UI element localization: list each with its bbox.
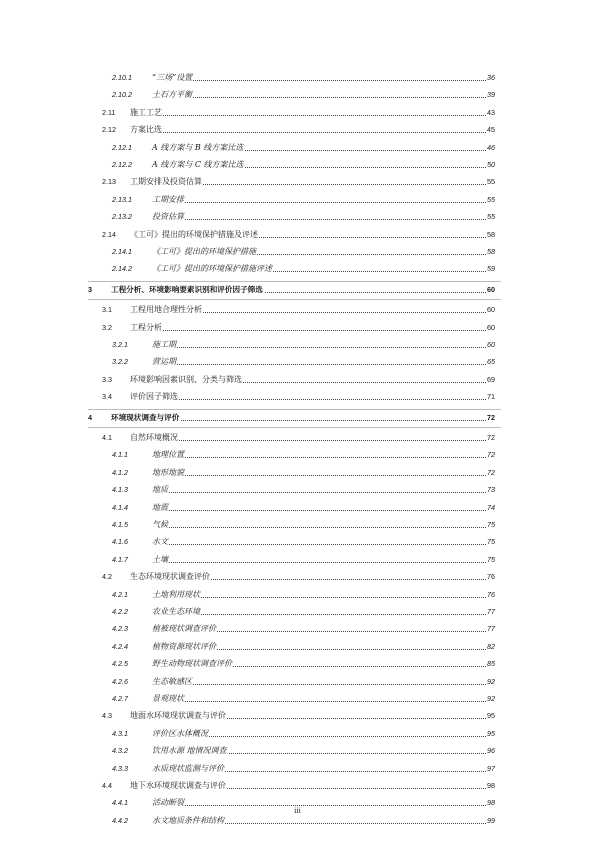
toc-entry[interactable] bbox=[0, 744, 595, 758]
toc-entry-page: 82 bbox=[486, 640, 495, 654]
toc-entry-number: 2.13.1 bbox=[112, 194, 132, 204]
toc-entry-page: 72 bbox=[486, 431, 495, 445]
toc-entry-page: 95 bbox=[486, 727, 495, 741]
toc-entry-number: 2.10.1 bbox=[112, 73, 132, 82]
toc-dot-leader bbox=[130, 440, 490, 441]
toc-entry-title: 投资估算 bbox=[152, 210, 185, 224]
toc-entry[interactable] bbox=[0, 570, 595, 584]
toc-entry-number: 2.12.1 bbox=[112, 142, 132, 152]
toc-entry-page: 95 bbox=[486, 709, 495, 723]
toc-entry[interactable] bbox=[0, 466, 595, 480]
chapter-separator bbox=[88, 409, 501, 410]
toc-entry[interactable] bbox=[0, 709, 595, 723]
toc-entry[interactable] bbox=[0, 411, 595, 425]
toc-entry-number: 4.2.4 bbox=[112, 641, 128, 651]
toc-entry[interactable] bbox=[0, 106, 595, 120]
toc-entry-page: 55 bbox=[486, 175, 495, 189]
toc-entry-number: 4.2.5 bbox=[112, 659, 128, 669]
toc-entry[interactable] bbox=[0, 553, 595, 567]
toc-entry-number: 4.1.5 bbox=[112, 520, 128, 529]
toc-dot-leader bbox=[152, 510, 490, 511]
toc-entry-number: 4 bbox=[88, 412, 92, 422]
toc-entry-number: 4.2.6 bbox=[112, 676, 128, 686]
toc-entry-page: 71 bbox=[486, 390, 495, 404]
toc-dot-leader bbox=[152, 97, 490, 98]
toc-entry-page: 58 bbox=[486, 228, 495, 242]
toc-entry-page: 75 bbox=[486, 553, 495, 567]
toc-entry-number: 3 bbox=[88, 284, 92, 294]
toc-entry[interactable] bbox=[0, 640, 595, 654]
toc-entry[interactable] bbox=[0, 88, 595, 102]
toc-entry-title: A 线方案与 B 线方案比选 bbox=[152, 141, 244, 155]
toc-entry-title: 地面水环境现状调查与评价 bbox=[130, 709, 227, 723]
toc-entry-title: 生态环境现状调查评价 bbox=[130, 570, 211, 584]
toc-dot-leader bbox=[152, 614, 490, 615]
toc-dot-leader bbox=[152, 457, 490, 458]
toc-entry-page: 75 bbox=[486, 518, 495, 532]
toc-dot-leader bbox=[152, 475, 490, 476]
toc-entry[interactable] bbox=[0, 727, 595, 741]
toc-dot-leader bbox=[152, 544, 490, 545]
toc-entry-number: 2.14.2 bbox=[112, 264, 132, 274]
toc-entry-title: 施工期 bbox=[152, 338, 177, 352]
toc-entry-title: 水文 bbox=[152, 535, 169, 549]
toc-entry-number: 2.13 bbox=[102, 177, 116, 187]
toc-dot-leader bbox=[130, 399, 490, 400]
page-number: iii bbox=[294, 806, 301, 815]
toc-entry-page: 92 bbox=[486, 675, 495, 689]
toc-entry-number: 3.3 bbox=[102, 374, 112, 384]
toc-entry-number: 2.10.2 bbox=[112, 90, 132, 100]
toc-entry-number: 4.2 bbox=[102, 572, 112, 582]
toc-entry-title: 植被现状调查评价 bbox=[152, 622, 217, 636]
toc-entry[interactable] bbox=[0, 448, 595, 462]
toc-entry-page: 72 bbox=[486, 448, 495, 462]
toc-entry-page: 55 bbox=[486, 210, 495, 224]
toc-entry-title: 地质 bbox=[152, 483, 169, 497]
toc-entry[interactable] bbox=[0, 779, 595, 793]
toc-entry-number: 4.3 bbox=[102, 711, 112, 721]
toc-entry-title: 营运期 bbox=[152, 355, 177, 369]
toc-dot-leader bbox=[152, 492, 490, 493]
toc-entry-page: 99 bbox=[486, 814, 495, 828]
toc-entry-number: 4.1 bbox=[102, 433, 112, 442]
toc-entry[interactable] bbox=[0, 762, 595, 776]
toc-entry-title: 地下水环境现状调查与评价 bbox=[130, 779, 227, 793]
toc-entry-number: 4.1.4 bbox=[112, 502, 128, 512]
toc-entry-number: 4.1.6 bbox=[112, 537, 128, 547]
toc-entry[interactable] bbox=[0, 657, 595, 671]
toc-entry-number: 2.14 bbox=[102, 229, 116, 239]
toc-entry-title: 方案比选 bbox=[130, 123, 163, 137]
toc-entry[interactable] bbox=[0, 228, 595, 242]
toc-entry-page: 97 bbox=[486, 762, 495, 776]
toc-entry[interactable] bbox=[0, 245, 595, 259]
toc-entry[interactable] bbox=[0, 141, 595, 155]
toc-dot-leader bbox=[130, 330, 490, 331]
toc-entry-number: 4.3.3 bbox=[112, 763, 128, 773]
toc-entry-page: 96 bbox=[486, 744, 495, 758]
toc-entry[interactable] bbox=[0, 193, 595, 207]
toc-entry-page: 74 bbox=[486, 501, 495, 515]
chapter-separator bbox=[88, 299, 501, 300]
toc-entry-page: 76 bbox=[486, 570, 495, 584]
toc-entry-title: 评价区水体概况 bbox=[152, 727, 209, 741]
toc-entry[interactable] bbox=[0, 355, 595, 369]
toc-dot-leader bbox=[152, 364, 490, 365]
toc-entry[interactable] bbox=[0, 605, 595, 619]
toc-entry-page: 72 bbox=[486, 411, 495, 425]
toc-entry-number: 4.2.3 bbox=[112, 624, 128, 634]
toc-entry-title: 《工可》提出的环境保护措施及评述 bbox=[130, 228, 259, 242]
toc-entry[interactable] bbox=[0, 431, 595, 445]
toc-entry-number: 4.3.2 bbox=[112, 746, 128, 756]
toc-dot-leader bbox=[152, 701, 490, 702]
toc-entry[interactable] bbox=[0, 71, 595, 85]
toc-entry-title: 工期安排及投资估算 bbox=[130, 175, 203, 189]
toc-entry[interactable] bbox=[0, 158, 595, 172]
toc-entry-page: 76 bbox=[486, 588, 495, 602]
toc-entry-number: 4.1.2 bbox=[112, 467, 128, 477]
toc-entry-page: 77 bbox=[486, 605, 495, 619]
toc-dot-leader bbox=[130, 132, 490, 133]
toc-entry-number: 3.2.1 bbox=[112, 340, 128, 349]
toc-entry-title: 景观现状 bbox=[152, 692, 185, 706]
toc-entry-title: 地理位置 bbox=[152, 448, 185, 462]
toc-entry[interactable] bbox=[0, 123, 595, 137]
toc-entry-number: 2.12.2 bbox=[112, 160, 132, 169]
toc-entry-title: A 线方案与 C 线方案比选 bbox=[152, 158, 245, 172]
toc-entry-page: 45 bbox=[486, 123, 495, 137]
toc-entry-page: 55 bbox=[486, 193, 495, 207]
toc-entry-page: 72 bbox=[486, 466, 495, 480]
toc-entry-page: 50 bbox=[486, 158, 495, 172]
toc-entry-page: 60 bbox=[486, 338, 495, 352]
toc-entry[interactable] bbox=[0, 390, 595, 404]
toc-entry-title: 环境现状调查与评价 bbox=[111, 411, 180, 425]
toc-entry[interactable] bbox=[0, 814, 595, 828]
toc-entry-page: 39 bbox=[486, 88, 495, 102]
toc-entry-title: 土壤 bbox=[152, 553, 169, 567]
toc-entry[interactable] bbox=[0, 262, 595, 276]
toc-entry-page: 58 bbox=[486, 245, 495, 259]
toc-entry-number: 3.2.2 bbox=[112, 357, 128, 367]
toc-entry-number: 2.13.2 bbox=[112, 212, 132, 222]
toc-entry-page: 75 bbox=[486, 535, 495, 549]
toc-dot-leader bbox=[152, 202, 490, 203]
toc-entry-page: 73 bbox=[486, 483, 495, 497]
toc-entry-title: 施工工艺 bbox=[130, 106, 163, 120]
toc-entry-title: 饮用水源 地情况调查 bbox=[152, 744, 228, 758]
toc-entry-title: 工程用地合理性分析 bbox=[130, 303, 203, 317]
toc-entry-page: 60 bbox=[486, 283, 495, 297]
toc-entry-title: 水文地质条件和结构 bbox=[152, 814, 225, 828]
toc-entry-title: 《工可》提出的环境保护措施 bbox=[152, 245, 257, 259]
toc-entry[interactable] bbox=[0, 675, 595, 689]
toc-dot-leader bbox=[152, 80, 490, 81]
toc-entry-page: 69 bbox=[486, 373, 495, 387]
toc-entry-page: 36 bbox=[486, 71, 495, 85]
toc-dot-leader bbox=[152, 219, 490, 220]
toc-entry-page: 98 bbox=[486, 779, 495, 793]
toc-entry-title: 工程分析、环境影响要素识别和评价因子筛选 bbox=[111, 283, 264, 297]
toc-dot-leader bbox=[152, 684, 490, 685]
toc-entry-title: 地震 bbox=[152, 501, 169, 515]
toc-entry-number: 4.4 bbox=[102, 781, 112, 790]
toc-entry[interactable] bbox=[0, 588, 595, 602]
toc-entry-number: 4.2.1 bbox=[112, 589, 128, 599]
toc-entry-number: 2.14.1 bbox=[112, 247, 132, 256]
toc-entry-page: 77 bbox=[486, 622, 495, 636]
toc-entry-page: 60 bbox=[486, 321, 495, 335]
toc-entry-title: 《工可》提出的环境保护措施评述 bbox=[152, 262, 273, 276]
toc-dot-leader bbox=[152, 562, 490, 563]
toc-entry[interactable] bbox=[0, 501, 595, 515]
toc-entry-page: 98 bbox=[486, 796, 495, 810]
toc-entry-number: 4.3.1 bbox=[112, 728, 128, 738]
toc-entry-title: 土石方平衡 bbox=[152, 88, 193, 102]
toc-entry-number: 3.2 bbox=[102, 322, 112, 332]
toc-entry-title: 环境影响因素识别、分类与筛选 bbox=[130, 373, 243, 387]
toc-entry[interactable] bbox=[0, 175, 595, 189]
toc-entry-number: 4.1.1 bbox=[112, 450, 128, 460]
toc-entry-title: 工程分析 bbox=[130, 321, 163, 335]
toc-dot-leader bbox=[152, 805, 490, 806]
toc-entry-title: 活动断裂 bbox=[152, 796, 185, 810]
toc-entry-page: 60 bbox=[486, 303, 495, 317]
toc-entry-title: 水质现状监测与评价 bbox=[152, 762, 225, 776]
toc-entry[interactable] bbox=[0, 210, 595, 224]
toc-entry-number: 4.1.7 bbox=[112, 554, 128, 564]
toc-entry[interactable] bbox=[0, 283, 595, 297]
toc-dot-leader bbox=[152, 347, 490, 348]
toc-dot-leader bbox=[152, 597, 490, 598]
toc-entry-page: 59 bbox=[486, 262, 495, 276]
toc-entry-title: 自然环境概况 bbox=[130, 431, 179, 445]
toc-entry[interactable] bbox=[0, 535, 595, 549]
chapter-separator bbox=[88, 281, 501, 282]
toc-entry-page: 46 bbox=[486, 141, 495, 155]
toc-entry[interactable] bbox=[0, 692, 595, 706]
toc-entry[interactable] bbox=[0, 518, 595, 532]
toc-entry[interactable] bbox=[0, 622, 595, 636]
toc-entry-number: 4.2.7 bbox=[112, 694, 128, 703]
toc-entry-title: “三场”设置 bbox=[152, 71, 193, 85]
toc-entry-title: 气候 bbox=[152, 518, 169, 532]
toc-entry-number: 4.4.2 bbox=[112, 815, 128, 825]
toc-dot-leader bbox=[152, 527, 490, 528]
toc-entry[interactable] bbox=[0, 483, 595, 497]
toc-entry-title: 农业生态环境 bbox=[152, 605, 201, 619]
chapter-separator bbox=[88, 427, 501, 428]
toc-entry[interactable] bbox=[0, 338, 595, 352]
toc-entry-page: 43 bbox=[486, 106, 495, 120]
toc-entry-page: 85 bbox=[486, 657, 495, 671]
toc-entry-title: 植物资源现状评价 bbox=[152, 640, 217, 654]
toc-entry-title: 野生动物现状调查评价 bbox=[152, 657, 233, 671]
toc-entry[interactable] bbox=[0, 321, 595, 335]
toc-dot-leader bbox=[130, 115, 490, 116]
toc-entry-page: 92 bbox=[486, 692, 495, 706]
toc-entry-page: 65 bbox=[486, 355, 495, 369]
toc-entry[interactable] bbox=[0, 303, 595, 317]
toc-entry-number: 2.12 bbox=[102, 125, 116, 135]
toc-entry-title: 工期安排 bbox=[152, 193, 185, 207]
toc-entry-number: 4.2.2 bbox=[112, 607, 128, 616]
toc-entry-title: 生态敏感区 bbox=[152, 675, 193, 689]
toc-entry-title: 土地利用现状 bbox=[152, 588, 201, 602]
toc-entry-number: 4.1.3 bbox=[112, 485, 128, 495]
toc-entry-title: 地形地貌 bbox=[152, 466, 185, 480]
toc-entry-number: 3.4 bbox=[102, 392, 112, 402]
toc-entry-number: 2.11 bbox=[102, 107, 116, 117]
toc-entry-number: 3.1 bbox=[102, 305, 112, 315]
toc-entry-title: 评价因子筛选 bbox=[130, 390, 179, 404]
toc-entry[interactable] bbox=[0, 373, 595, 387]
toc-entry-number: 4.4.1 bbox=[112, 798, 128, 808]
